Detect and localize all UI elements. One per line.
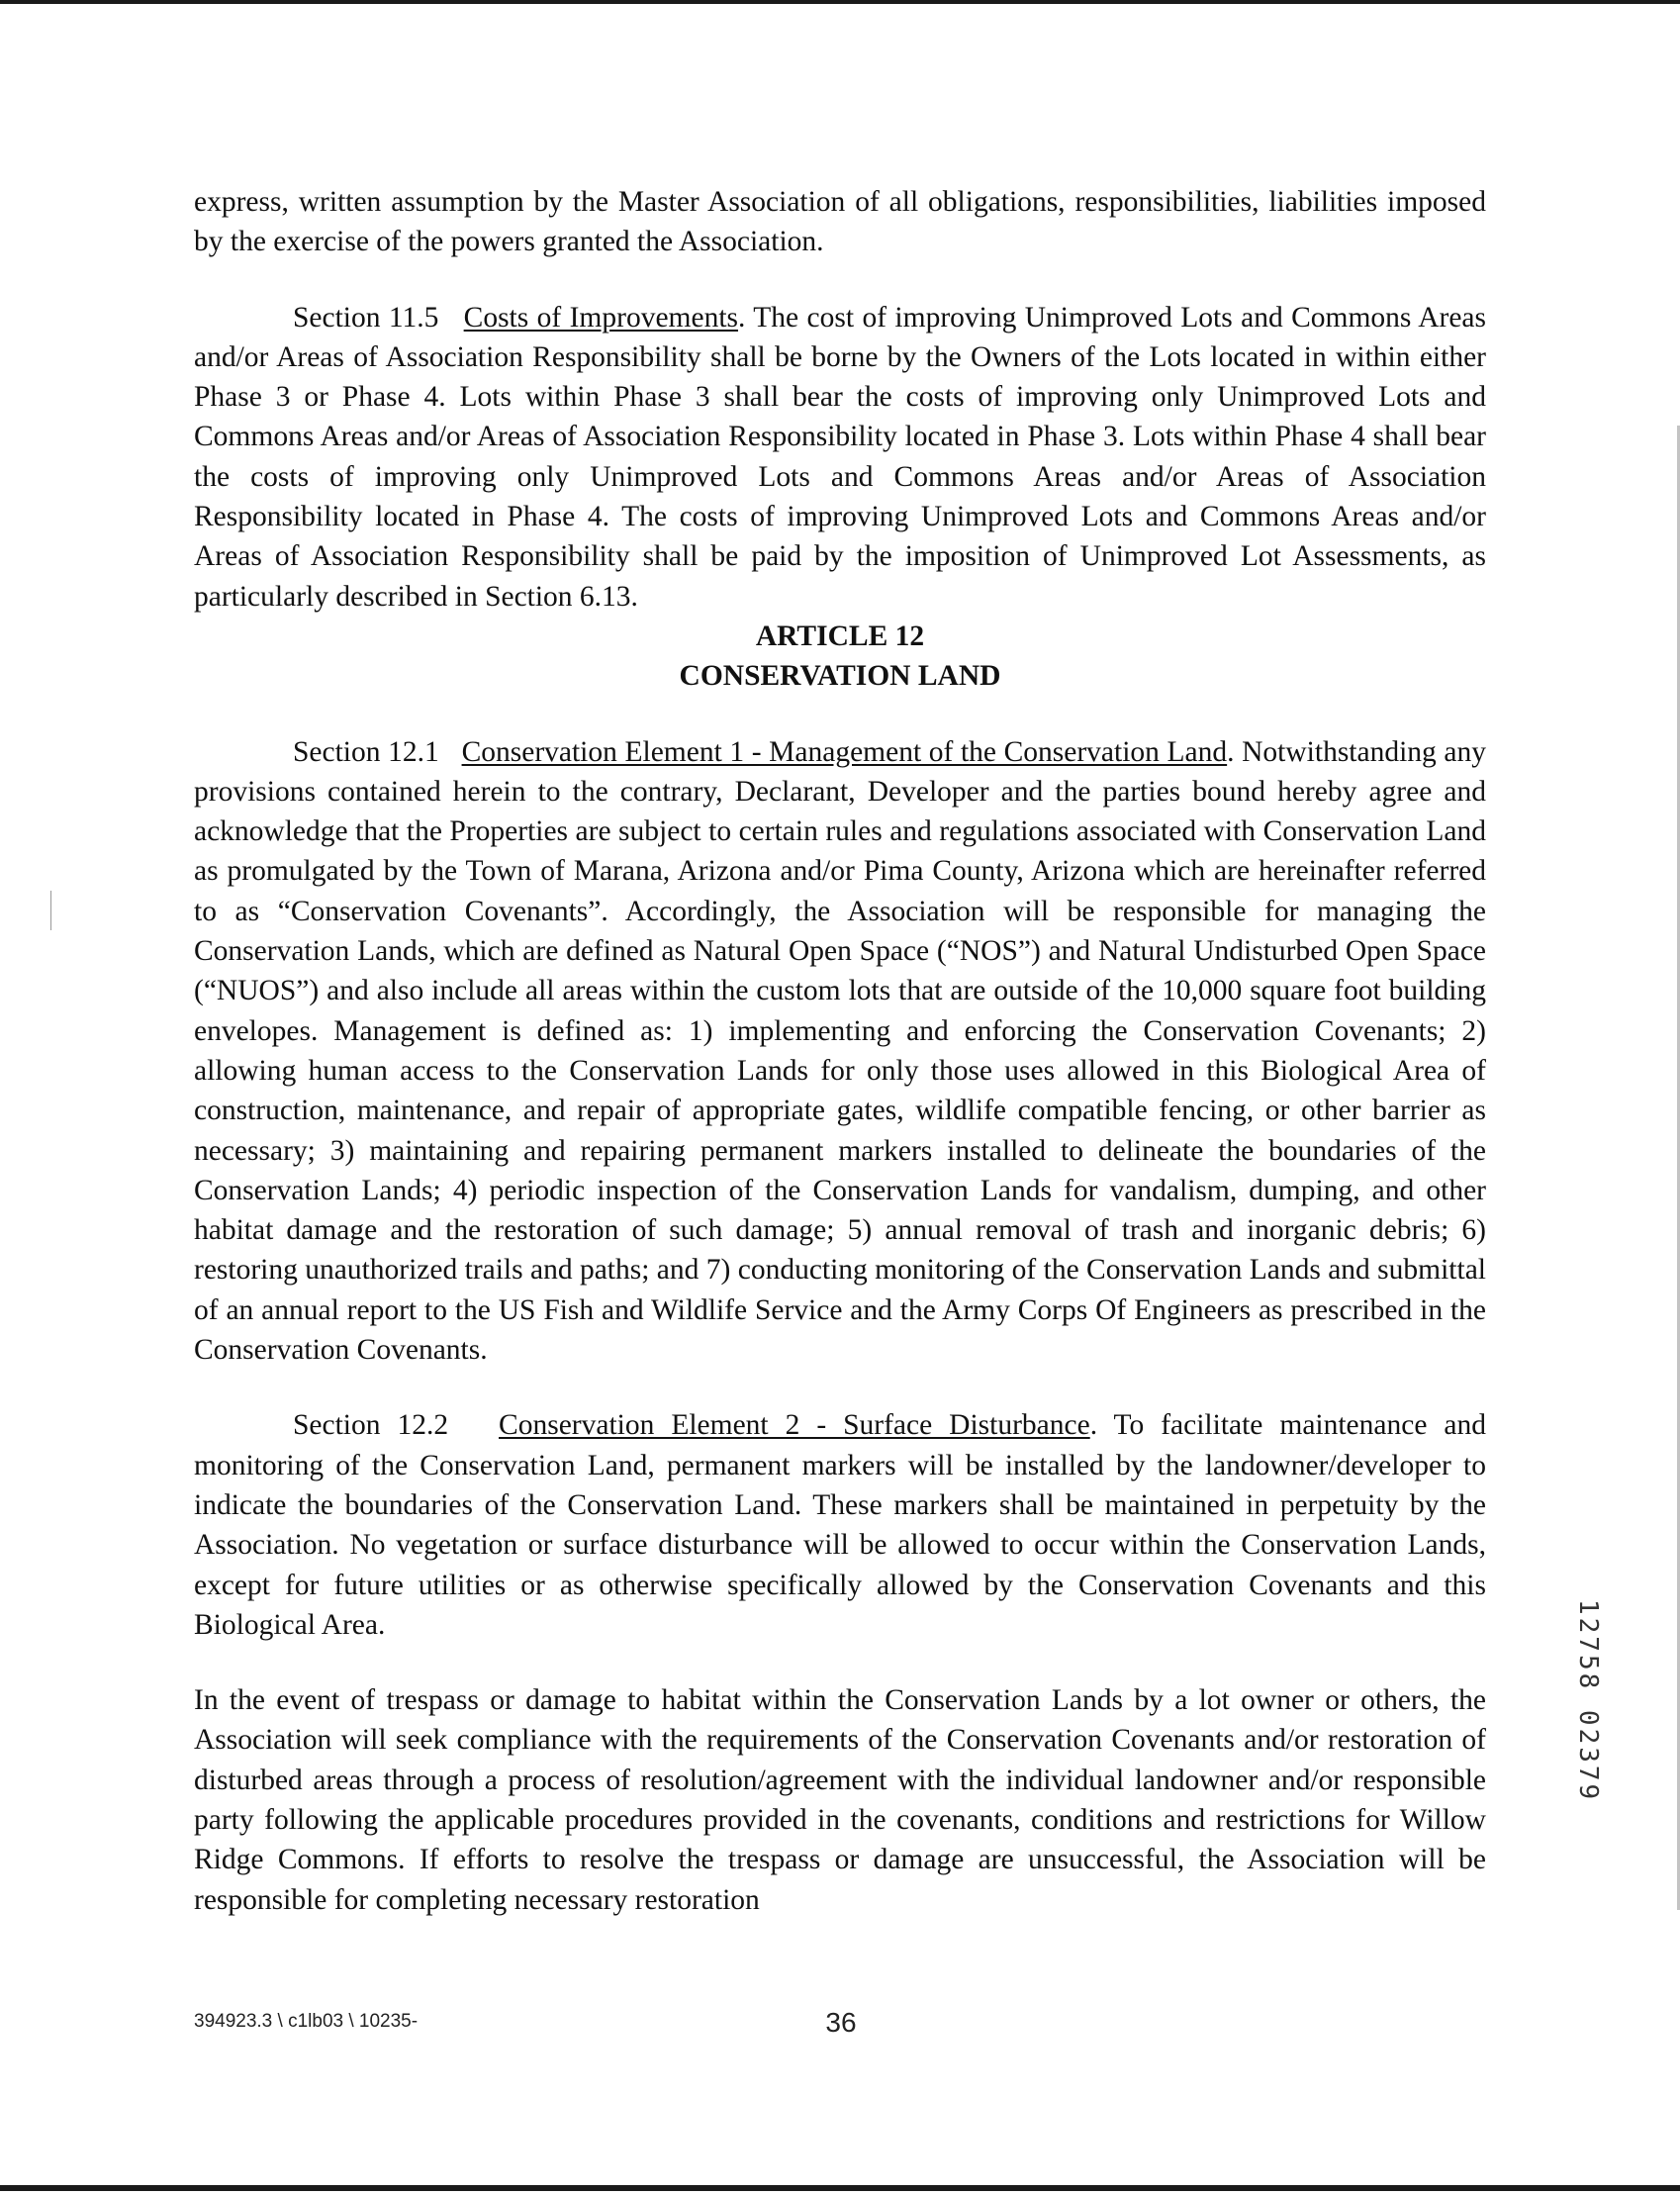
section-11-5-paragraph: [194, 298, 1486, 617]
section-11-5-body: . The cost of improving Unimproved Lots and Commons Areas and/or Areas of Association Responsibility shall be borne by the Owners of the Lots located in within either Phase 3 or Phase 4. Lots within Phase 3 shall bear the costs of improving only Unimproved Lots and Commons Areas and/or Areas of Association Responsibility located in Phase 3. Lots within Phase 4 shall bear the costs of improving only Unimproved Lots and Commons Areas and/or Areas of Association Responsibility located in Phase 4. The costs of improving Unimproved Lots and Commons Areas and/or Areas of Association Responsibility shall be paid by the imposition of Unimproved Lot Assessments, as particularly described in Section 6.13.: [194, 301, 1486, 613]
section-12-1-paragraph: [194, 732, 1486, 1371]
top-scan-border: [0, 0, 1680, 4]
continuation-paragraph: express, written assumption by the Master Association of all obligations, responsibilities, liabilities imposed by the exercise of the powers granted the Association.: [194, 186, 1486, 258]
section-11-5-number: Section 11.5: [293, 301, 439, 334]
page-number: 36: [825, 2007, 857, 2038]
trespass-paragraph: In the event of trespass or damage to habitat within the Conservation Lands by a lot owner or others, the Association will seek compliance with the requirements of the Conservation Covenants and/or restoration of disturbed areas through a process of resolution/agreement with the individual landowner and/or responsible party following the applicable procedures provided in the covenants, conditions and restrictions for Willow Ridge Commons. If efforts to resolve the trespass or damage are unsuccessful, the Association will be responsible for completing necessary restoration: [194, 1684, 1486, 1916]
section-11-5-title: Costs of Improvements: [463, 301, 739, 334]
left-scan-mark: [50, 891, 51, 930]
section-12-1-number: Section 12.1: [293, 735, 439, 768]
footer-document-id: 394923.3 \ c1lb03 \ 10235-: [194, 2011, 419, 2032]
document-body: [194, 182, 1486, 1920]
section-12-2-body: . To facilitate maintenance and monitoring of the Conservation Land, permanent markers will be installed by the landowner/developer to indicate the boundaries of the Conservation Land. These markers shall be maintained in perpetuity by the Association. No vegetation or surface disturbance will be allowed to occur within the Conservation Lands, except for future utilities or as otherwise specifically allowed by the Conservation Covenants and this Biological Area.: [194, 1409, 1487, 1641]
bottom-scan-border: [0, 2185, 1680, 2191]
section-12-2-title: Conservation Element 2 - Surface Disturbance: [499, 1409, 1090, 1442]
recording-stamp: 12758 02379: [1573, 1599, 1603, 1803]
article-number: ARTICLE 12: [755, 620, 925, 652]
section-12-2-paragraph: [194, 1405, 1486, 1645]
article-title: CONSERVATION LAND: [679, 660, 1001, 693]
section-12-1-body: . Notwithstanding any provisions contained herein to the contrary, Declarant, Developer and the parties bound hereby agree and acknowledge that the Properties are subject to certain rules and regulations associated with Conservation Land as promulgated by the Town of Marana, Arizona and/or Pima County, Arizona which are hereinafter referred to as “Conservation Covenants”. Accordingly, the Association will be responsible for managing the Conservation Lands, which are defined as Natural Open Space (“NOS”) and Natural Undisturbed Open Space (“NUOS”) and also include all areas within the custom lots that are outside of the 10,000 square foot building envelopes. Management is defined as: 1) implementing and enforcing the Conservation Covenants; 2) allowing human access to the Conservation Lands for only those uses allowed in this Biological Area of construction, maintenance, and repair of appropriate gates, wildlife compatible fencing, or other barrier as necessary; 3) maintaining and repairing permanent markers installed to delineate the boundaries of the Conservation Lands; 4) periodic inspection of the Conservation Lands for vandalism, dumping, and other habitat damage and the restoration of such damage; 5) annual removal of trash and inorganic debris; 6) restoring unauthorized trails and paths; and 7) conducting monitoring of the Conservation Lands and submittal of an annual report to the US Fish and Wildlife Service and the Army Corps Of Engineers as prescribed in the Conservation Covenants.: [194, 735, 1486, 1367]
section-12-1-title: Conservation Element 1 - Management of the Conservation Land: [461, 735, 1228, 768]
section-12-2-number: Section 12.2: [293, 1409, 449, 1442]
